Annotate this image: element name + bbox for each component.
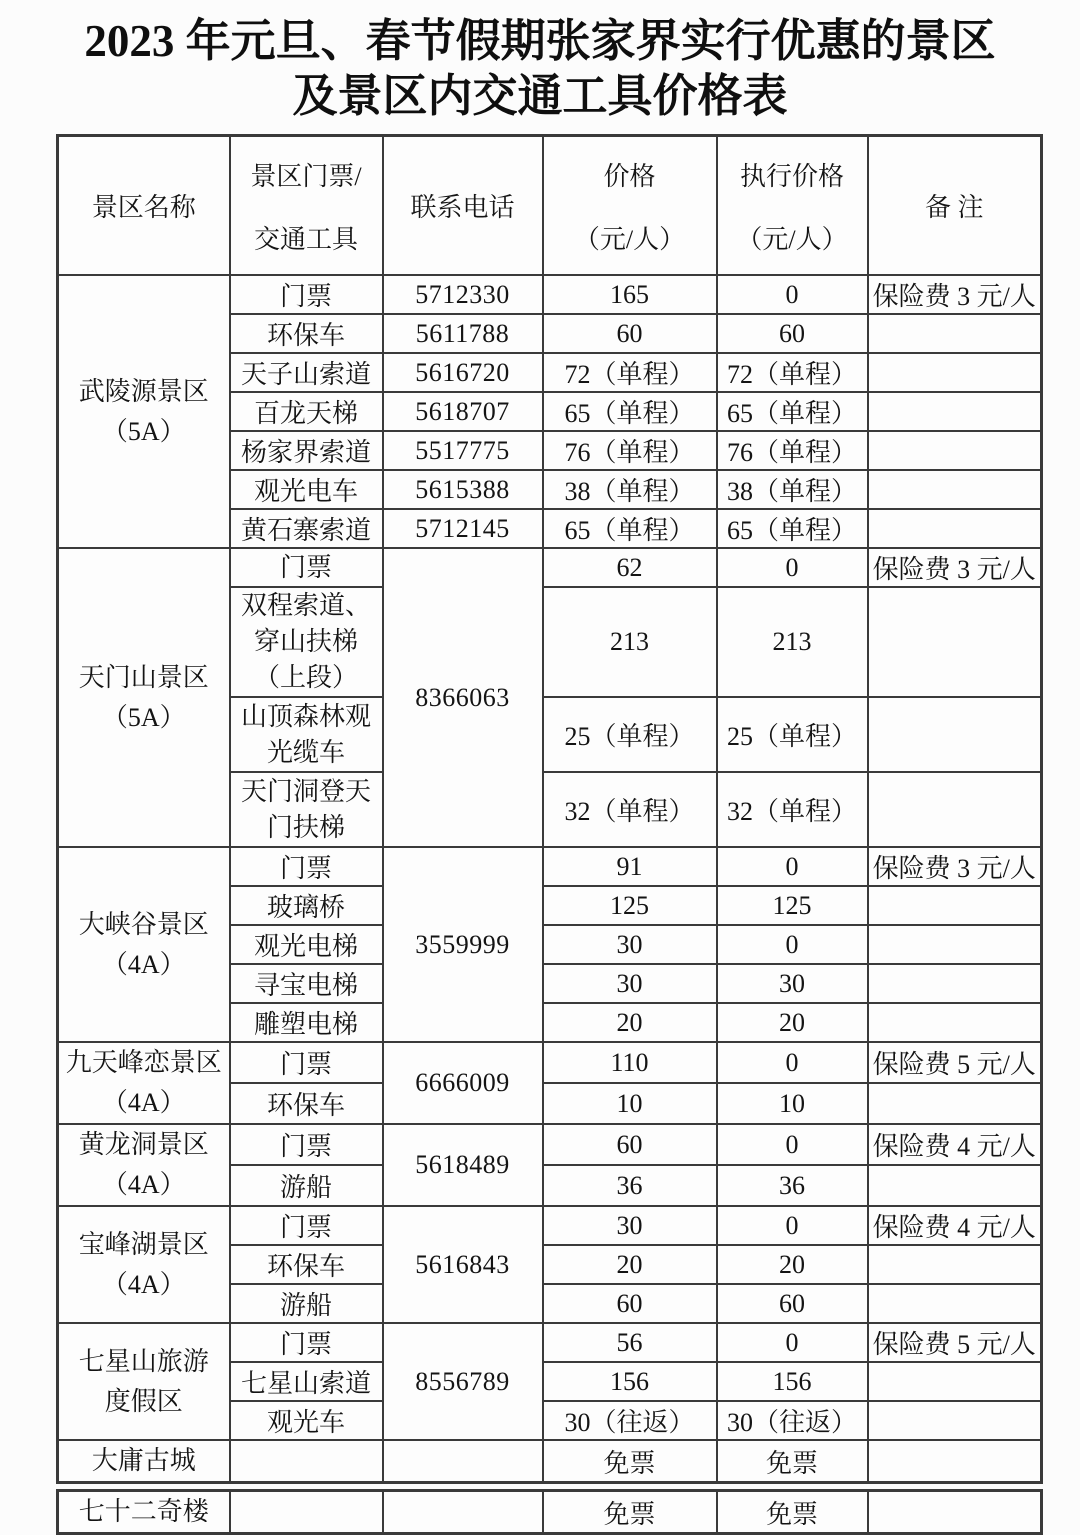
cell-area-dayonggucheng: 大庸古城	[58, 1440, 230, 1483]
cell-note: 保险费 5 元/人	[868, 1323, 1042, 1362]
cell-area-daxiagu: 大峡谷景区 （4A）	[58, 847, 230, 1042]
cell-note	[868, 1401, 1042, 1440]
cell-note	[868, 470, 1042, 509]
cell-price: 60	[543, 1124, 717, 1165]
header-row	[58, 135, 1042, 275]
cell-price: 20	[543, 1245, 717, 1284]
cell-exec-price: 32（单程）	[717, 772, 868, 847]
cell-note	[868, 587, 1042, 697]
cell-note	[868, 1083, 1042, 1124]
cell-note: 保险费 3 元/人	[868, 847, 1042, 886]
cell-item: 游船	[230, 1284, 383, 1323]
cell-exec-price: 0	[717, 1323, 868, 1362]
cell-item: 黄石寨索道	[230, 509, 383, 548]
cell-note	[868, 925, 1042, 964]
cell-item: 七星山索道	[230, 1362, 383, 1401]
cell-exec-price: 213	[717, 587, 868, 697]
cell-area-huanglongdong: 黄龙洞景区 （4A）	[58, 1124, 230, 1206]
cell-note	[868, 1440, 1042, 1483]
cell-price: 20	[543, 1003, 717, 1042]
cell-item: 杨家界索道	[230, 431, 383, 470]
cell-item: 门票	[230, 1323, 383, 1362]
cell-area-tianmenshan: 天门山景区 （5A）	[58, 548, 230, 847]
table-row	[58, 1440, 1042, 1483]
cell-item: 观光车	[230, 1401, 383, 1440]
cell-exec-price: 30	[717, 964, 868, 1003]
price-table-footer	[56, 1489, 1043, 1535]
cell-price: 60	[543, 314, 717, 353]
cell-exec-price: 30（往返）	[717, 1401, 868, 1440]
cell-exec-price: 125	[717, 886, 868, 925]
cell-item: 门票	[230, 1124, 383, 1165]
cell-phone: 8556789	[383, 1323, 543, 1440]
cell-item	[230, 1440, 383, 1483]
cell-note: 保险费 4 元/人	[868, 1206, 1042, 1245]
cell-note	[868, 886, 1042, 925]
cell-exec-price: 10	[717, 1083, 868, 1124]
cell-price: 30	[543, 1206, 717, 1245]
header-note: 备 注	[868, 135, 1042, 275]
cell-exec-price: 156	[717, 1362, 868, 1401]
cell-price: 30（往返）	[543, 1401, 717, 1440]
cell-item: 双程索道、 穿山扶梯 （上段）	[230, 587, 383, 697]
cell-price: 65（单程）	[543, 392, 717, 431]
page-title-line1: 2023 年元旦、春节假期张家界实行优惠的景区	[84, 16, 996, 66]
cell-area-wulingyuan: 武陵源景区 （5A）	[58, 275, 230, 548]
cell-price: 30	[543, 964, 717, 1003]
cell-note	[868, 1003, 1042, 1042]
cell-exec-price: 60	[717, 314, 868, 353]
cell-exec-price: 38（单程）	[717, 470, 868, 509]
table-row	[58, 1323, 1042, 1362]
table-row	[58, 1042, 1042, 1083]
cell-exec-price: 36	[717, 1165, 868, 1206]
cell-price: 125	[543, 886, 717, 925]
cell-item	[230, 1491, 383, 1534]
cell-note	[868, 772, 1042, 847]
cell-item: 环保车	[230, 314, 383, 353]
cell-item: 观光电梯	[230, 925, 383, 964]
header-item-line1: 景区门票/	[250, 161, 362, 191]
cell-item: 雕塑电梯	[230, 1003, 383, 1042]
cell-exec-price: 20	[717, 1003, 868, 1042]
cell-exec-price: 免票	[717, 1491, 868, 1534]
cell-note: 保险费 3 元/人	[868, 548, 1042, 587]
price-table	[56, 134, 1043, 1485]
cell-note	[868, 1491, 1042, 1534]
cell-note	[868, 1284, 1042, 1323]
cell-price: 免票	[543, 1491, 717, 1534]
cell-price: 76（单程）	[543, 431, 717, 470]
table-row	[58, 1491, 1042, 1534]
cell-item: 天门洞登天 门扶梯	[230, 772, 383, 847]
header-item	[230, 135, 383, 275]
cell-phone: 5618707	[383, 392, 543, 431]
cell-note	[868, 431, 1042, 470]
cell-price: 60	[543, 1284, 717, 1323]
cell-price: 156	[543, 1362, 717, 1401]
cell-item: 观光电车	[230, 470, 383, 509]
cell-note	[868, 392, 1042, 431]
header-price	[543, 135, 717, 275]
cell-price: 10	[543, 1083, 717, 1124]
cell-exec-price: 76（单程）	[717, 431, 868, 470]
cell-exec-price: 0	[717, 275, 868, 314]
cell-phone: 8366063	[383, 548, 543, 847]
cell-phone: 5616720	[383, 353, 543, 392]
table-row	[58, 275, 1042, 314]
cell-price: 165	[543, 275, 717, 314]
cell-exec-price: 0	[717, 1124, 868, 1165]
table-row	[58, 847, 1042, 886]
page-title-line2: 及景区内交通工具价格表	[292, 70, 788, 121]
cell-phone: 3559999	[383, 847, 543, 1042]
cell-area-qishierqilou: 七十二奇楼	[58, 1491, 230, 1534]
header-price-line2: （元/人）	[573, 224, 686, 254]
cell-note	[868, 697, 1042, 772]
cell-phone: 5611788	[383, 314, 543, 353]
table-row	[58, 1124, 1042, 1165]
cell-exec-price: 65（单程）	[717, 392, 868, 431]
cell-item: 环保车	[230, 1245, 383, 1284]
cell-exec-price: 65（单程）	[717, 509, 868, 548]
cell-phone	[383, 1440, 543, 1483]
cell-note	[868, 1362, 1042, 1401]
cell-price: 72（单程）	[543, 353, 717, 392]
cell-item: 门票	[230, 1042, 383, 1083]
cell-price: 免票	[543, 1440, 717, 1483]
cell-price: 110	[543, 1042, 717, 1083]
cell-item: 门票	[230, 1206, 383, 1245]
cell-note	[868, 1165, 1042, 1206]
page-title	[0, 14, 1080, 124]
cell-phone: 5616843	[383, 1206, 543, 1323]
header-item-line2: 交通工具	[253, 224, 358, 254]
header-exec-price	[717, 135, 868, 275]
cell-price: 30	[543, 925, 717, 964]
cell-item: 山顶森林观 光缆车	[230, 697, 383, 772]
cell-note	[868, 314, 1042, 353]
cell-phone: 5712330	[383, 275, 543, 314]
cell-item: 门票	[230, 275, 383, 314]
cell-price: 36	[543, 1165, 717, 1206]
cell-note: 保险费 3 元/人	[868, 275, 1042, 314]
header-phone: 联系电话	[383, 135, 543, 275]
header-price-line1: 价格	[603, 161, 656, 191]
cell-note	[868, 353, 1042, 392]
cell-exec-price: 0	[717, 1042, 868, 1083]
cell-phone: 5517775	[383, 431, 543, 470]
cell-note	[868, 509, 1042, 548]
table-row	[58, 1206, 1042, 1245]
cell-exec-price: 72（单程）	[717, 353, 868, 392]
cell-price: 32（单程）	[543, 772, 717, 847]
cell-item: 游船	[230, 1165, 383, 1206]
header-exec-price-line1: 执行价格	[739, 161, 844, 191]
cell-note	[868, 1245, 1042, 1284]
cell-price: 38（单程）	[543, 470, 717, 509]
cell-item: 门票	[230, 847, 383, 886]
cell-note	[868, 964, 1042, 1003]
cell-price: 56	[543, 1323, 717, 1362]
cell-phone: 5615388	[383, 470, 543, 509]
cell-item: 玻璃桥	[230, 886, 383, 925]
cell-price: 91	[543, 847, 717, 886]
header-area: 景区名称	[58, 135, 230, 275]
cell-price: 62	[543, 548, 717, 587]
cell-item: 寻宝电梯	[230, 964, 383, 1003]
cell-phone: 5712145	[383, 509, 543, 548]
cell-item: 门票	[230, 548, 383, 587]
cell-exec-price: 25（单程）	[717, 697, 868, 772]
cell-phone: 5618489	[383, 1124, 543, 1206]
cell-exec-price: 0	[717, 1206, 868, 1245]
cell-exec-price: 免票	[717, 1440, 868, 1483]
cell-area-qixingshan: 七星山旅游 度假区	[58, 1323, 230, 1440]
cell-item: 百龙天梯	[230, 392, 383, 431]
cell-exec-price: 0	[717, 847, 868, 886]
cell-note: 保险费 4 元/人	[868, 1124, 1042, 1165]
cell-exec-price: 20	[717, 1245, 868, 1284]
cell-price: 25（单程）	[543, 697, 717, 772]
cell-phone	[383, 1491, 543, 1534]
cell-exec-price: 60	[717, 1284, 868, 1323]
table-row	[58, 548, 1042, 587]
cell-price: 65（单程）	[543, 509, 717, 548]
cell-price: 213	[543, 587, 717, 697]
cell-area-jiutianfenglian: 九天峰恋景区 （4A）	[58, 1042, 230, 1124]
cell-area-baofenghu: 宝峰湖景区 （4A）	[58, 1206, 230, 1323]
cell-exec-price: 0	[717, 548, 868, 587]
cell-note: 保险费 5 元/人	[868, 1042, 1042, 1083]
cell-phone: 6666009	[383, 1042, 543, 1124]
cell-exec-price: 0	[717, 925, 868, 964]
cell-item: 环保车	[230, 1083, 383, 1124]
header-exec-price-line2: （元/人）	[736, 224, 848, 254]
cell-item: 天子山索道	[230, 353, 383, 392]
